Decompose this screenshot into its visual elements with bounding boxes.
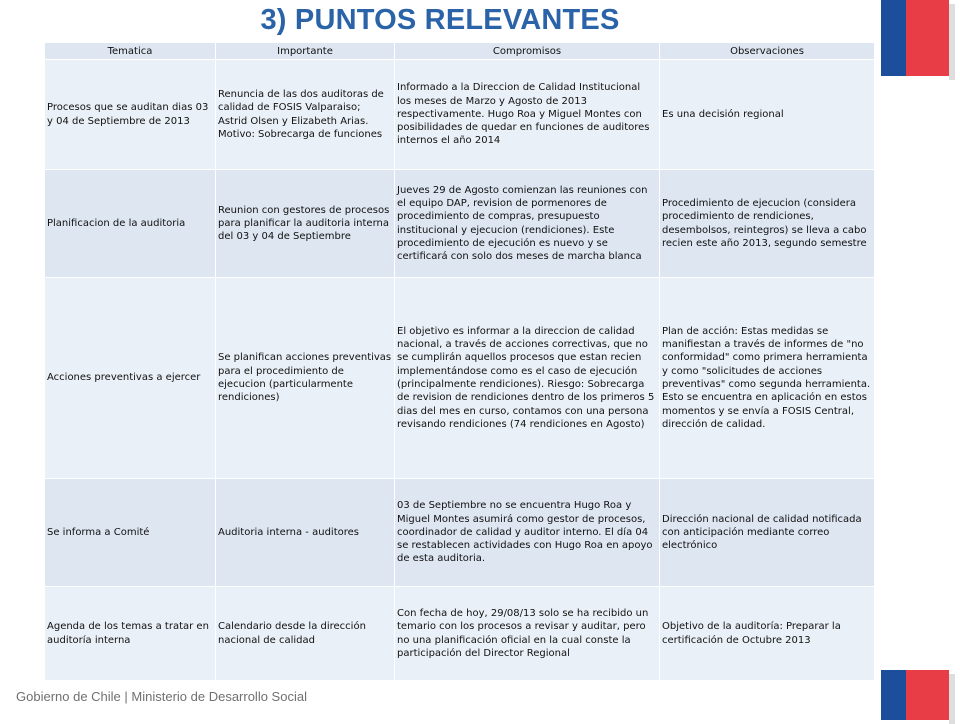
table-row — [45, 587, 875, 681]
cell-importante: Auditoria interna - auditores — [216, 479, 395, 587]
cell-compromisos: El objetivo es informar a la direccion de calidad nacional, a través de acciones correctivas, que no se cumplirán aquellos procesos que estan recien implementándose como es el caso de ejecución (principalmente rendiciones). Riesgo: Sobrecarga de revision de rendiciones dentro de los primeros 5 dias del mes en curso, contamos con una persona revisando rendiciones (74 rendiciones en Agosto) — [395, 278, 660, 479]
flag-blue-band — [881, 670, 906, 720]
flag-shadow — [949, 674, 955, 724]
cell-observaciones: Dirección nacional de calidad notificada con anticipación mediante correo electrónico — [660, 479, 875, 587]
cell-importante: Renuncia de las dos auditoras de calidad de FOSIS Valparaiso; Astrid Olsen y Elizabeth Arias. Motivo: Sobrecarga de funciones — [216, 60, 395, 170]
cell-tematica: Planificacion de la auditoria — [45, 170, 216, 278]
header-compromisos: Compromisos — [395, 43, 660, 60]
chile-flag-top — [881, 0, 949, 76]
header-observaciones: Observaciones — [660, 43, 875, 60]
table-row — [45, 60, 875, 170]
cell-observaciones: Procedimiento de ejecucion (considera procedimiento de rendiciones, desembolsos, reintegros) se lleva a cabo recien este año 2013, segundo semestre — [660, 170, 875, 278]
cell-tematica: Procesos que se auditan dias 03 y 04 de Septiembre de 2013 — [45, 60, 216, 170]
cell-importante: Calendario desde la dirección nacional de calidad — [216, 587, 395, 681]
cell-observaciones: Plan de acción: Estas medidas se manifiestan a través de informes de "no conformidad" como primera herramienta y como "solicitudes de acciones preventivas" como segunda herramienta. Esto se encuentra en aplicación en estos momentos y se envía a FOSIS Central, dirección de calidad. — [660, 278, 875, 479]
table-row — [45, 278, 875, 479]
chile-flag-bottom — [881, 670, 949, 720]
cell-compromisos: Con fecha de hoy, 29/08/13 solo se ha recibido un temario con los procesos a revisar y auditar, pero no una planificación oficial en la cual conste la participación del Director Regional — [395, 587, 660, 681]
flag-blue-band — [881, 0, 906, 76]
cell-tematica: Acciones preventivas a ejercer — [45, 278, 216, 479]
table-row — [45, 170, 875, 278]
cell-compromisos: Informado a la Direccion de Calidad Institucional los meses de Marzo y Agosto de 2013 respectivamente. Hugo Roa y Miguel Montes con posibilidades de quedar en funciones de auditores internos el año 2014 — [395, 60, 660, 170]
flag-red-band — [906, 670, 949, 720]
header-tematica: Tematica — [45, 43, 216, 60]
flag-red-band — [906, 0, 949, 76]
table-row — [45, 479, 875, 587]
slide-title: 3) PUNTOS RELEVANTES — [260, 4, 620, 36]
header-importante: Importante — [216, 43, 395, 60]
relevant-points-table — [44, 42, 875, 681]
flag-shadow — [949, 4, 955, 80]
cell-compromisos: Jueves 29 de Agosto comienzan las reuniones con el equipo DAP, revision de pormenores de procedimiento de compras, presupuesto institucional y ejecucion (rendiciones). Este procedimiento de ejecución es nuevo y se certificará con solo dos meses de marcha blanca — [395, 170, 660, 278]
footer-text: Gobierno de Chile | Ministerio de Desarrollo Social — [16, 689, 307, 704]
cell-tematica: Agenda de los temas a tratar en auditoría interna — [45, 587, 216, 681]
cell-observaciones: Es una decisión regional — [660, 60, 875, 170]
cell-importante: Reunion con gestores de procesos para planificar la auditoria interna del 03 y 04 de Septiembre — [216, 170, 395, 278]
cell-compromisos: 03 de Septiembre no se encuentra Hugo Roa y Miguel Montes asumirá como gestor de procesos, coordinador de calidad y auditor interno. El día 04 se restablecen actividades con Hugo Roa en apoyo de esta auditoria. — [395, 479, 660, 587]
table-header-row — [45, 43, 875, 60]
cell-importante: Se planifican acciones preventivas para el procedimiento de ejecucion (particularmente rendiciones) — [216, 278, 395, 479]
cell-tematica: Se informa a Comité — [45, 479, 216, 587]
cell-observaciones: Objetivo de la auditoría: Preparar la certificación de Octubre 2013 — [660, 587, 875, 681]
